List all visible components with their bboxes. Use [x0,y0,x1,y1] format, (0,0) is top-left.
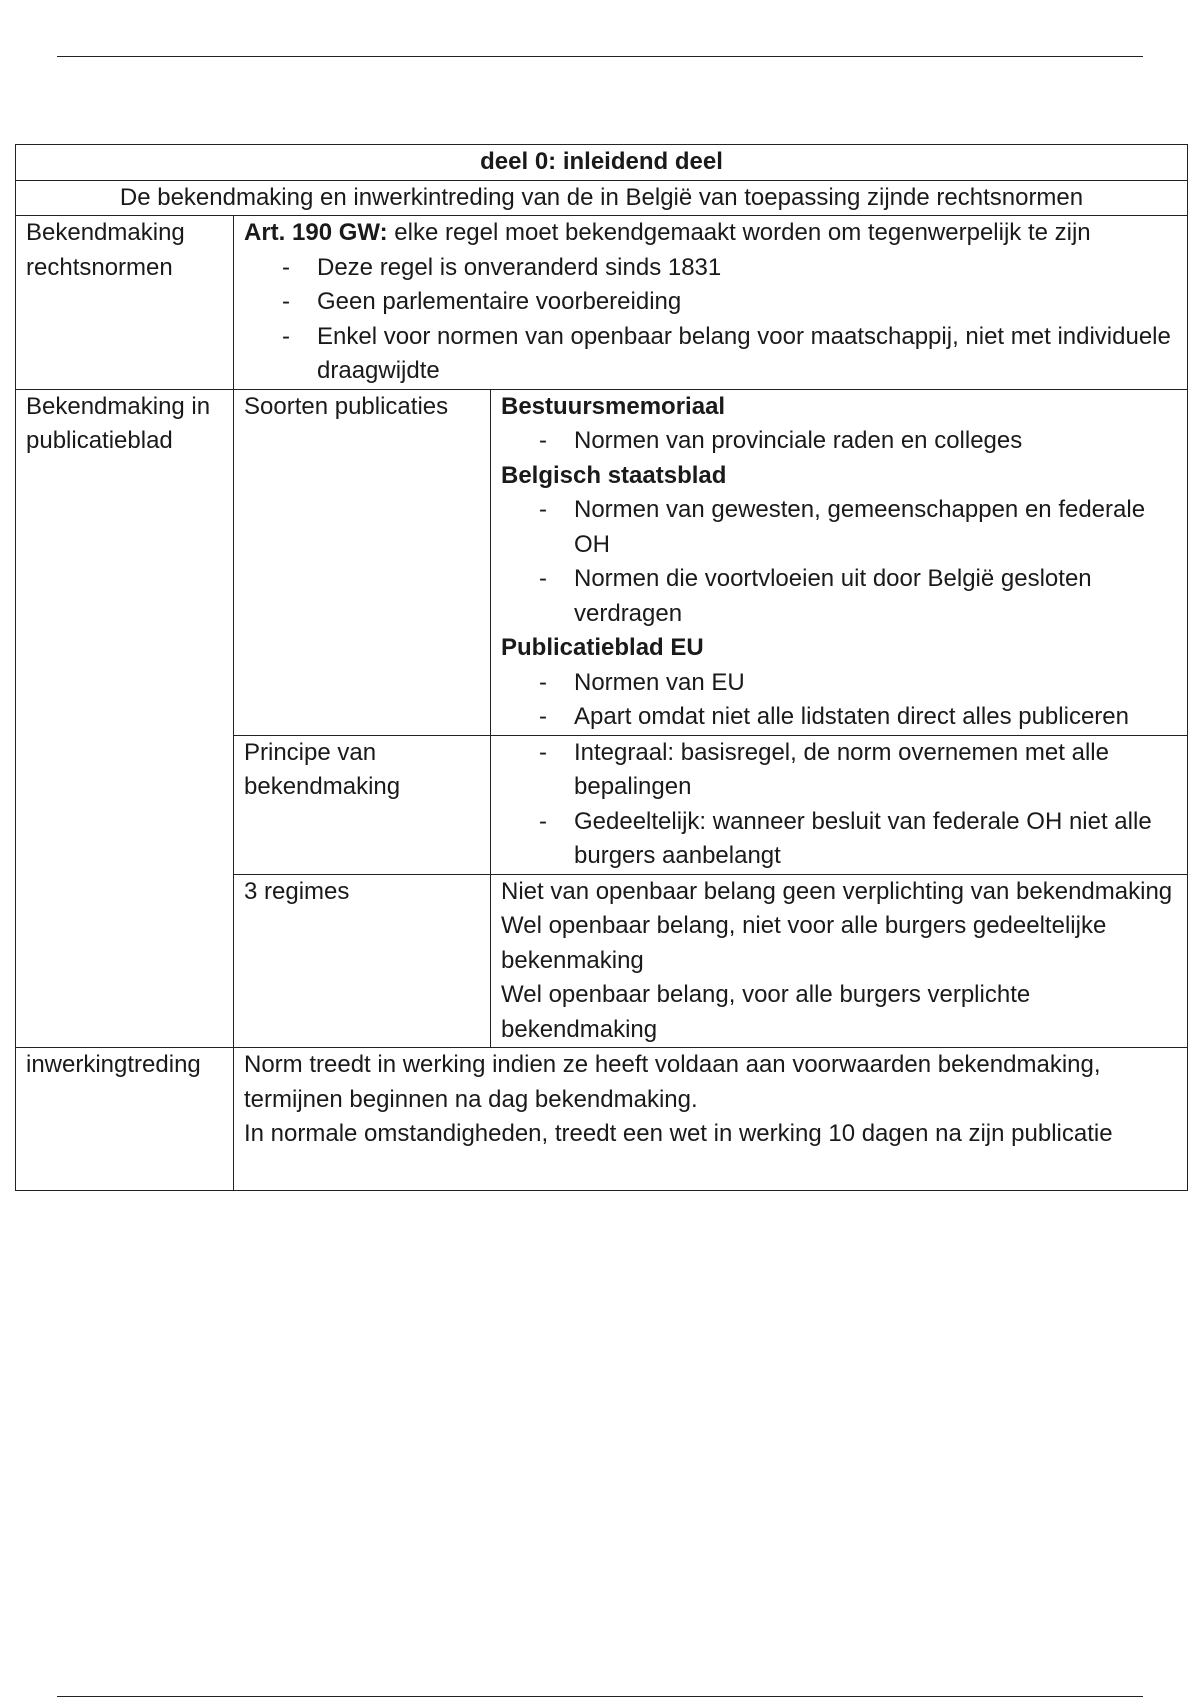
belgisch-staatsblad-list [501,493,1177,631]
row-label-inwerkingtreding: inwerkingtreding [16,1048,234,1191]
regime-line: Wel openbaar belang, voor alle burgers verplichte bekendmaking [501,981,1031,1043]
subtitle-row [16,180,1188,216]
row-content-art190 [234,216,1188,390]
sublabel-3-regimes: 3 regimes [234,874,491,1048]
group-heading-publicatieblad-eu: Publicatieblad EU [501,634,704,661]
table-title: deel 0: inleidend deel [16,145,1188,181]
list-item: - Apart omdat niet alle lidstaten direct alles publiceren [574,700,1177,735]
article-reference: Art. 190 GW: [244,219,388,246]
summary-table [15,144,1188,1191]
footer-rule [57,1696,1143,1697]
art190-bullet-list [244,251,1177,389]
list-item: - Deze regel is onveranderd sinds 1831 [317,251,1177,286]
table-subtitle: De bekendmaking en inwerkintreding van de in België van toepassing zijnde rechtsnormen [16,180,1188,216]
bestuursmemoriaal-list [501,424,1177,459]
row-label-bekendmaking-publicatieblad: Bekendmaking in publicatieblad [16,389,234,1048]
sublabel-soorten-publicaties: Soorten publicaties [234,389,491,735]
list-item: - Normen van gewesten, gemeenschappen en federale OH [574,493,1177,562]
row-soorten-publicaties [16,389,1188,735]
regimes-content [491,874,1188,1048]
soorten-publicaties-content [491,389,1188,735]
row-label-bekendmaking-rechtsnormen: Bekendmaking rechtsnormen [16,216,234,390]
regime-line: Niet van openbaar belang geen verplichting van bekendmaking [501,877,1173,905]
list-item: - Gedeeltelijk: wanneer besluit van federale OH niet alle burgers aanbelangt [574,805,1177,874]
regime-line: Wel openbaar belang, niet voor alle burgers gedeeltelijke bekenmaking [501,912,1107,974]
row-inwerkingtreding [16,1048,1188,1191]
list-item: - Integraal: basisregel, de norm overnemen met alle bepalingen [574,736,1177,805]
list-item: - Normen die voortvloeien uit door België gesloten verdragen [574,562,1177,631]
list-item: - Normen van provinciale raden en colleges [574,424,1177,459]
row-bekendmaking-rechtsnormen [16,216,1188,390]
principe-list [501,736,1177,874]
header-rule [57,56,1143,57]
inwerkingtreding-line: Norm treedt in werking indien ze heeft voldaan aan voorwaarden bekendmaking, termijnen beginnen na dag bekendmaking. [244,1051,1101,1113]
list-item: - Enkel voor normen van openbaar belang voor maatschappij, niet met individuele draagwijdte [317,320,1177,389]
list-item: - Geen parlementaire voorbereiding [317,285,1177,320]
publicatieblad-eu-list [501,666,1177,735]
principe-content [491,735,1188,874]
group-heading-bestuursmemoriaal: Bestuursmemoriaal [501,392,726,420]
inwerkingtreding-line: In normale omstandigheden, treedt een wet in werking 10 dagen na zijn publicatie [244,1120,1113,1147]
article-text: elke regel moet bekendgemaakt worden om tegenwerpelijk te zijn [387,219,1091,246]
inwerkingtreding-content [234,1048,1188,1191]
title-row [16,145,1188,181]
sublabel-principe-bekendmaking: Principe van bekendmaking [234,735,491,874]
group-heading-belgisch-staatsblad: Belgisch staatsblad [501,461,727,489]
list-item: - Normen van EU [574,666,1177,701]
